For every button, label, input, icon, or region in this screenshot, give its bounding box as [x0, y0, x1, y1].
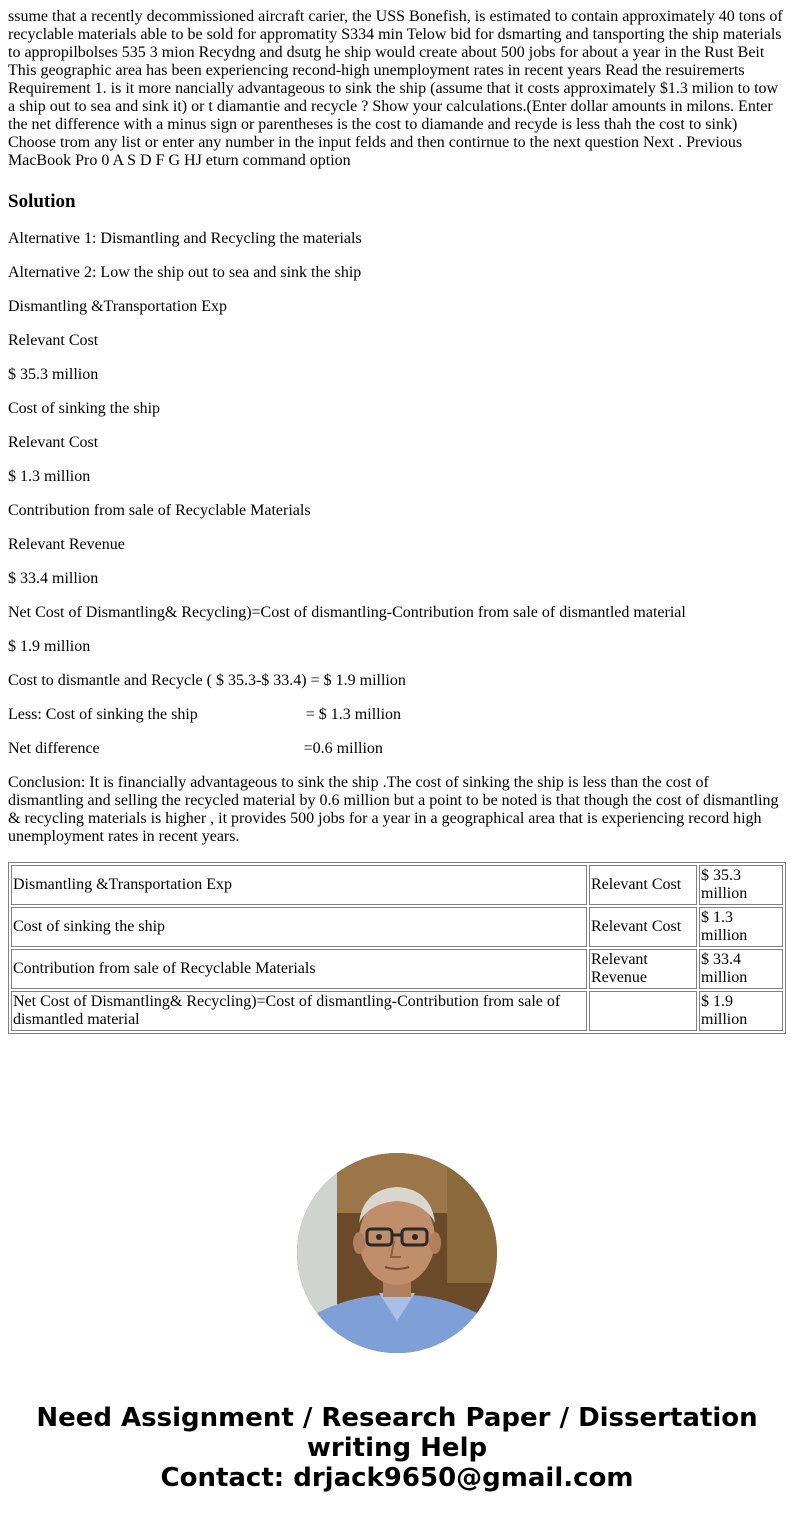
solution-paragraph: $ 1.9 million: [8, 638, 91, 655]
table-cell-amount: $ 1.3 million: [699, 907, 783, 947]
calculation-line: Less: Cost of sinking the ship = $ 1.3 million: [8, 706, 402, 723]
solution-paragraph: $ 35.3 million: [8, 366, 99, 383]
author-photo: [297, 1153, 497, 1353]
table-cell-item: Dismantling &Transportation Exp: [11, 865, 587, 905]
table-row: [11, 907, 783, 947]
table-row: [11, 949, 783, 989]
footer-banner: [0, 1403, 794, 1493]
table-cell-type: Relevant Revenue: [589, 949, 697, 989]
calculation-line: Cost to dismantle and Recycle ( $ 35.3-$ 33.4) = $ 1.9 million: [8, 672, 406, 689]
table-row: [11, 865, 783, 905]
table-cell-amount: $ 1.9 million: [699, 991, 783, 1031]
solution-paragraph: Relevant Cost: [8, 332, 99, 349]
footer-line: Need Assignment / Research Paper / Dissertation: [36, 1403, 758, 1433]
solution-paragraph: Alternative 2: Low the ship out to sea and sink the ship: [8, 264, 362, 281]
question-text: ssume that a recently decommissioned aircraft carier, the USS Bonefish, is estimated to contain approximately 40 tons of recyclable materials able to be sold for appromatity S334 min Telow bid for dsmarting and tansporting the ship materials to appropilbolses 535 3 mion Recydng and dsutg he ship would create about 500 jobs for about a year in the Rust Beit This geographic area has been experiencing recond-high unemployment rates in recent years Read the resuiremerts Requirement 1. is it more nancially advantageous to sink the ship (assume that it costs approximately $1.3 milion to tow a ship out to sea and sink it) or t diamantie and recycle ? Show your calculations.(Enter dollar amounts in milons. Enter the net difference with a minus sign or parentheses is the cost to diamande and recyde is less thah the cost to sink) Choose trom any list or enter any number in the input felds and then contirnue to the next question Next . Previous MacBook Pro 0 A S D F G HJ eturn command option: [8, 8, 783, 169]
calculation-line: Net difference =0.6 million: [8, 740, 383, 757]
solution-paragraph: $ 1.3 million: [8, 468, 91, 485]
table-cell-amount: $ 35.3 million: [699, 865, 783, 905]
table-cell-type: Relevant Cost: [589, 907, 697, 947]
table-cell-item: Net Cost of Dismantling& Recycling)=Cost of dismantling-Contribution from sale of dismantled material: [11, 991, 587, 1031]
solution-paragraph: Dismantling &Transportation Exp: [8, 298, 227, 315]
table-cell-item: Contribution from sale of Recyclable Materials: [11, 949, 587, 989]
table-row: [11, 991, 783, 1031]
solution-paragraph: Alternative 1: Dismantling and Recycling the materials: [8, 230, 362, 247]
table-cell-item: Cost of sinking the ship: [11, 907, 587, 947]
solution-paragraph: Contribution from sale of Recyclable Materials: [8, 502, 311, 519]
solution-heading: Solution: [8, 191, 76, 212]
table-cell-type: Relevant Cost: [589, 865, 697, 905]
solution-paragraph: Net Cost of Dismantling& Recycling)=Cost of dismantling-Contribution from sale of dismantled material: [8, 604, 686, 621]
footer-contact: Contact: drjack9650@gmail.com: [160, 1463, 634, 1493]
avatar-icon: [297, 1153, 497, 1353]
conclusion-paragraph: Conclusion: It is financially advantageous to sink the ship .The cost of sinking the ship is less than the cost of dismantling and selling the recycled material by 0.6 million but a point to be noted is that though the cost of dismantling & recycling materials is higher , it provides 500 jobs for a year in a geographical area that is experiencing record high unemployment rates in recent years.: [8, 774, 779, 845]
solution-paragraph: Relevant Cost: [8, 434, 99, 451]
footer-line: writing Help: [306, 1433, 488, 1463]
table-cell-type: [589, 991, 697, 1031]
solution-paragraph: Relevant Revenue: [8, 536, 125, 553]
table-cell-amount: $ 33.4 million: [699, 949, 783, 989]
solution-paragraph: Cost of sinking the ship: [8, 400, 161, 417]
summary-table: [8, 862, 786, 1034]
solution-paragraph: $ 33.4 million: [8, 570, 99, 587]
